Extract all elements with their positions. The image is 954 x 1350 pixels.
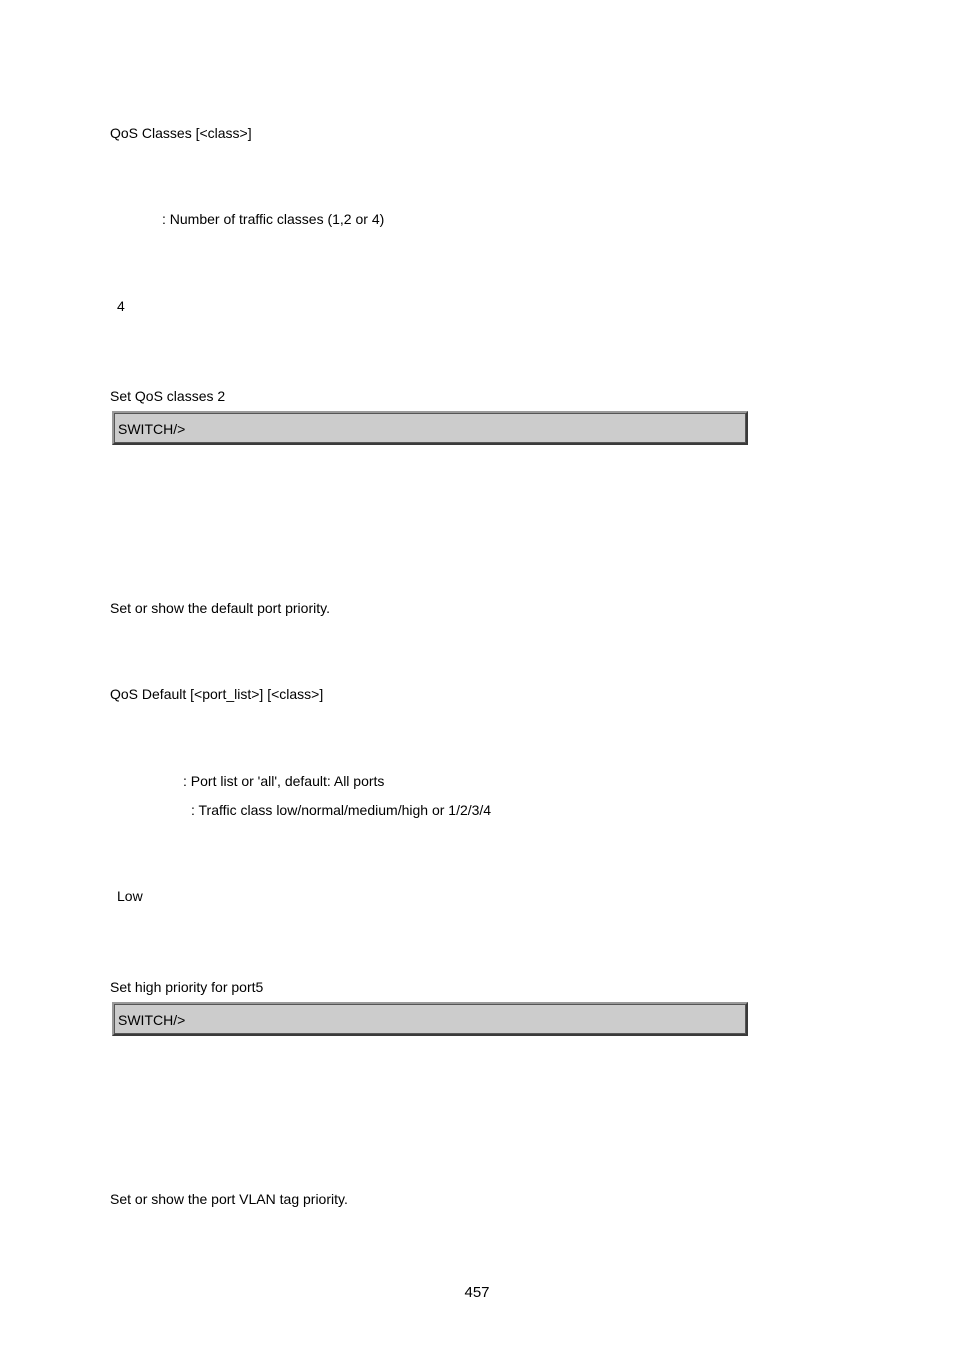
qos-default-param-class: : Traffic class low/normal/medium/high or 1/2/3/4 bbox=[191, 802, 492, 818]
qos-classes-param-class: : Number of traffic classes (1,2 or 4) bbox=[162, 211, 385, 227]
switch-prompt: SWITCH/> bbox=[118, 421, 186, 437]
qos-classes-syntax: QoS Classes [<class>] bbox=[110, 125, 252, 141]
page-number: 457 bbox=[464, 1284, 490, 1301]
qos-classes-example-box bbox=[112, 411, 748, 445]
qos-default-syntax: QoS Default [<port_list>] [<class>] bbox=[110, 686, 324, 702]
qos-classes-example-label: Set QoS classes 2 bbox=[110, 388, 226, 404]
qos-default-param-port-list: : Port list or 'all', default: All ports bbox=[183, 773, 385, 789]
example-box-inner bbox=[114, 413, 746, 443]
qos-default-example-box bbox=[112, 1002, 748, 1036]
example-box-inner bbox=[114, 1004, 746, 1034]
qos-tag-priority-description: Set or show the port VLAN tag priority. bbox=[110, 1191, 348, 1207]
qos-default-default: Low bbox=[117, 888, 143, 904]
qos-classes-default: 4 bbox=[117, 298, 125, 314]
qos-default-description: Set or show the default port priority. bbox=[110, 600, 330, 616]
qos-default-example-label: Set high priority for port5 bbox=[110, 979, 264, 995]
switch-prompt: SWITCH/> bbox=[118, 1012, 186, 1028]
